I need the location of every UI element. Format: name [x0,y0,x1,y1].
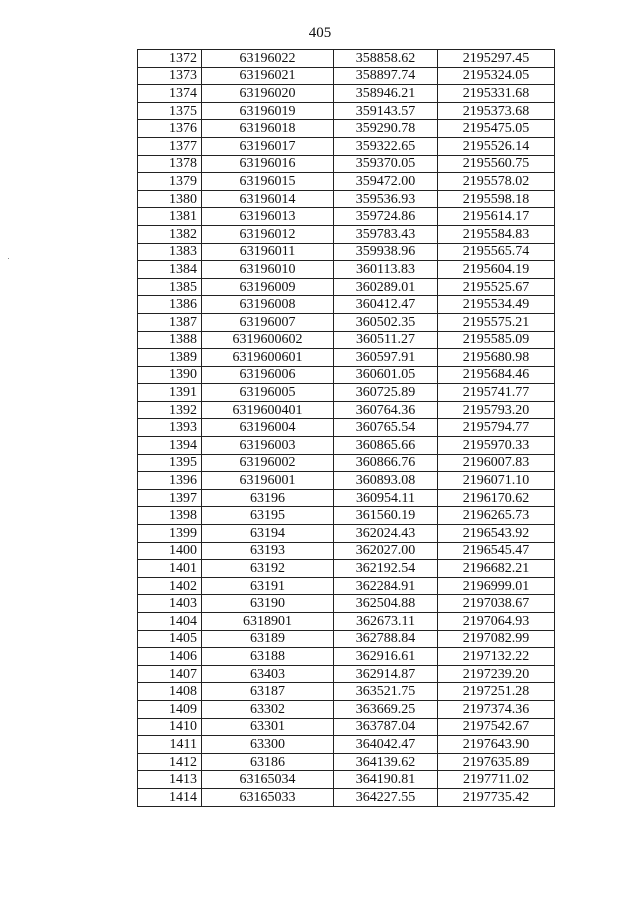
point-id-cell: 63189 [202,630,334,648]
y-coordinate-cell: 2195475.05 [438,120,555,138]
table-row [138,366,555,384]
point-id-cell: 63196009 [202,278,334,296]
y-coordinate-cell: 2195684.46 [438,366,555,384]
y-coordinate-cell: 2195584.83 [438,225,555,243]
row-number-cell: 1393 [138,419,202,437]
point-id-cell: 63196002 [202,454,334,472]
point-id-cell: 63300 [202,736,334,754]
y-coordinate-cell: 2196170.62 [438,489,555,507]
row-number-cell: 1378 [138,155,202,173]
x-coordinate-cell: 360725.89 [334,384,438,402]
y-coordinate-cell: 2195794.77 [438,419,555,437]
table-row [138,261,555,279]
row-number-cell: 1382 [138,225,202,243]
x-coordinate-cell: 360412.47 [334,296,438,314]
point-id-cell: 63196004 [202,419,334,437]
row-number-cell: 1390 [138,366,202,384]
y-coordinate-cell: 2196999.01 [438,577,555,595]
y-coordinate-cell: 2195331.68 [438,85,555,103]
table-row [138,155,555,173]
row-number-cell: 1405 [138,630,202,648]
x-coordinate-cell: 360502.35 [334,313,438,331]
table-row [138,120,555,138]
y-coordinate-cell: 2195970.33 [438,437,555,455]
table-row [138,560,555,578]
y-coordinate-cell: 2195585.09 [438,331,555,349]
table-row [138,577,555,595]
point-id-cell: 63403 [202,665,334,683]
margin-mark [8,258,9,259]
y-coordinate-cell: 2197374.36 [438,700,555,718]
coordinates-table-body [138,50,555,807]
y-coordinate-cell: 2195741.77 [438,384,555,402]
y-coordinate-cell: 2197542.67 [438,718,555,736]
point-id-cell: 63196017 [202,137,334,155]
row-number-cell: 1384 [138,261,202,279]
x-coordinate-cell: 360866.76 [334,454,438,472]
table-row [138,454,555,472]
table-row [138,630,555,648]
x-coordinate-cell: 360511.27 [334,331,438,349]
table-row [138,225,555,243]
coordinates-table [137,49,555,807]
table-row [138,102,555,120]
row-number-cell: 1386 [138,296,202,314]
y-coordinate-cell: 2197038.67 [438,595,555,613]
point-id-cell: 63196020 [202,85,334,103]
table-row [138,85,555,103]
x-coordinate-cell: 364042.47 [334,736,438,754]
x-coordinate-cell: 364190.81 [334,771,438,789]
point-id-cell: 63196019 [202,102,334,120]
page-number: 405 [308,25,332,41]
row-number-cell: 1409 [138,700,202,718]
point-id-cell: 63186 [202,753,334,771]
x-coordinate-cell: 360113.83 [334,261,438,279]
y-coordinate-cell: 2195373.68 [438,102,555,120]
table-row [138,437,555,455]
x-coordinate-cell: 363787.04 [334,718,438,736]
row-number-cell: 1380 [138,190,202,208]
row-number-cell: 1376 [138,120,202,138]
x-coordinate-cell: 359370.05 [334,155,438,173]
point-id-cell: 63190 [202,595,334,613]
x-coordinate-cell: 360289.01 [334,278,438,296]
point-id-cell: 63196008 [202,296,334,314]
row-number-cell: 1377 [138,137,202,155]
table-row [138,384,555,402]
point-id-cell: 63196014 [202,190,334,208]
x-coordinate-cell: 362914.87 [334,665,438,683]
x-coordinate-cell: 359322.65 [334,137,438,155]
table-row [138,665,555,683]
table-row [138,700,555,718]
row-number-cell: 1394 [138,437,202,455]
x-coordinate-cell: 362024.43 [334,525,438,543]
row-number-cell: 1372 [138,50,202,68]
point-id-cell: 6318901 [202,613,334,631]
table-row [138,190,555,208]
table-row [138,489,555,507]
table-row [138,472,555,490]
x-coordinate-cell: 359536.93 [334,190,438,208]
x-coordinate-cell: 363669.25 [334,700,438,718]
row-number-cell: 1383 [138,243,202,261]
x-coordinate-cell: 364227.55 [334,788,438,806]
point-id-cell: 63196021 [202,67,334,85]
point-id-cell: 63196018 [202,120,334,138]
y-coordinate-cell: 2195604.19 [438,261,555,279]
table-row [138,771,555,789]
table-row [138,349,555,367]
x-coordinate-cell: 361560.19 [334,507,438,525]
x-coordinate-cell: 360954.11 [334,489,438,507]
point-id-cell: 6319600601 [202,349,334,367]
table-row [138,736,555,754]
point-id-cell: 63196003 [202,437,334,455]
row-number-cell: 1408 [138,683,202,701]
table-row [138,173,555,191]
row-number-cell: 1374 [138,85,202,103]
row-number-cell: 1379 [138,173,202,191]
table-row [138,542,555,560]
row-number-cell: 1385 [138,278,202,296]
table-row [138,525,555,543]
table-row [138,331,555,349]
table-row [138,788,555,806]
table-row [138,278,555,296]
table-row [138,683,555,701]
row-number-cell: 1411 [138,736,202,754]
x-coordinate-cell: 363521.75 [334,683,438,701]
row-number-cell: 1381 [138,208,202,226]
x-coordinate-cell: 364139.62 [334,753,438,771]
point-id-cell: 63302 [202,700,334,718]
x-coordinate-cell: 359472.00 [334,173,438,191]
row-number-cell: 1412 [138,753,202,771]
point-id-cell: 63188 [202,648,334,666]
row-number-cell: 1396 [138,472,202,490]
row-number-cell: 1392 [138,401,202,419]
x-coordinate-cell: 362284.91 [334,577,438,595]
y-coordinate-cell: 2195565.74 [438,243,555,261]
x-coordinate-cell: 359143.57 [334,102,438,120]
y-coordinate-cell: 2195534.49 [438,296,555,314]
point-id-cell: 63196007 [202,313,334,331]
x-coordinate-cell: 362192.54 [334,560,438,578]
x-coordinate-cell: 360893.08 [334,472,438,490]
table-row [138,208,555,226]
x-coordinate-cell: 362916.61 [334,648,438,666]
y-coordinate-cell: 2197643.90 [438,736,555,754]
row-number-cell: 1373 [138,67,202,85]
x-coordinate-cell: 362027.00 [334,542,438,560]
row-number-cell: 1389 [138,349,202,367]
point-id-cell: 63301 [202,718,334,736]
point-id-cell: 63192 [202,560,334,578]
table-row [138,243,555,261]
table-row [138,753,555,771]
row-number-cell: 1375 [138,102,202,120]
y-coordinate-cell: 2196543.92 [438,525,555,543]
point-id-cell: 63196006 [202,366,334,384]
x-coordinate-cell: 358858.62 [334,50,438,68]
table-row [138,50,555,68]
y-coordinate-cell: 2195578.02 [438,173,555,191]
x-coordinate-cell: 359783.43 [334,225,438,243]
row-number-cell: 1391 [138,384,202,402]
y-coordinate-cell: 2197735.42 [438,788,555,806]
point-id-cell: 6319600401 [202,401,334,419]
point-id-cell: 63196 [202,489,334,507]
row-number-cell: 1406 [138,648,202,666]
table-row [138,613,555,631]
table-row [138,401,555,419]
point-id-cell: 63196005 [202,384,334,402]
point-id-cell: 63196010 [202,261,334,279]
x-coordinate-cell: 358897.74 [334,67,438,85]
row-number-cell: 1402 [138,577,202,595]
row-number-cell: 1404 [138,613,202,631]
point-id-cell: 63196012 [202,225,334,243]
x-coordinate-cell: 359938.96 [334,243,438,261]
table-row [138,648,555,666]
row-number-cell: 1388 [138,331,202,349]
row-number-cell: 1414 [138,788,202,806]
row-number-cell: 1395 [138,454,202,472]
row-number-cell: 1407 [138,665,202,683]
row-number-cell: 1399 [138,525,202,543]
table-row [138,313,555,331]
y-coordinate-cell: 2196071.10 [438,472,555,490]
point-id-cell: 63196022 [202,50,334,68]
x-coordinate-cell: 362788.84 [334,630,438,648]
table-row [138,718,555,736]
y-coordinate-cell: 2195575.21 [438,313,555,331]
row-number-cell: 1400 [138,542,202,560]
row-number-cell: 1403 [138,595,202,613]
row-number-cell: 1397 [138,489,202,507]
y-coordinate-cell: 2195598.18 [438,190,555,208]
y-coordinate-cell: 2195560.75 [438,155,555,173]
x-coordinate-cell: 360601.05 [334,366,438,384]
y-coordinate-cell: 2197251.28 [438,683,555,701]
x-coordinate-cell: 360764.36 [334,401,438,419]
y-coordinate-cell: 2196007.83 [438,454,555,472]
point-id-cell: 63165034 [202,771,334,789]
table-row [138,67,555,85]
point-id-cell: 63196015 [202,173,334,191]
y-coordinate-cell: 2195793.20 [438,401,555,419]
x-coordinate-cell: 359290.78 [334,120,438,138]
point-id-cell: 63165033 [202,788,334,806]
y-coordinate-cell: 2197239.20 [438,665,555,683]
y-coordinate-cell: 2195525.67 [438,278,555,296]
y-coordinate-cell: 2195614.17 [438,208,555,226]
y-coordinate-cell: 2195297.45 [438,50,555,68]
x-coordinate-cell: 362504.88 [334,595,438,613]
y-coordinate-cell: 2196265.73 [438,507,555,525]
point-id-cell: 63196011 [202,243,334,261]
x-coordinate-cell: 359724.86 [334,208,438,226]
point-id-cell: 63196013 [202,208,334,226]
row-number-cell: 1387 [138,313,202,331]
row-number-cell: 1398 [138,507,202,525]
table-row [138,507,555,525]
point-id-cell: 63194 [202,525,334,543]
y-coordinate-cell: 2197064.93 [438,613,555,631]
y-coordinate-cell: 2195526.14 [438,137,555,155]
y-coordinate-cell: 2197082.99 [438,630,555,648]
y-coordinate-cell: 2196682.21 [438,560,555,578]
point-id-cell: 63187 [202,683,334,701]
y-coordinate-cell: 2195324.05 [438,67,555,85]
y-coordinate-cell: 2197711.02 [438,771,555,789]
y-coordinate-cell: 2195680.98 [438,349,555,367]
table-row [138,595,555,613]
point-id-cell: 6319600602 [202,331,334,349]
y-coordinate-cell: 2197635.89 [438,753,555,771]
x-coordinate-cell: 360865.66 [334,437,438,455]
y-coordinate-cell: 2197132.22 [438,648,555,666]
point-id-cell: 63191 [202,577,334,595]
point-id-cell: 63196001 [202,472,334,490]
y-coordinate-cell: 2196545.47 [438,542,555,560]
table-row [138,296,555,314]
table-row [138,137,555,155]
row-number-cell: 1410 [138,718,202,736]
table-row [138,419,555,437]
row-number-cell: 1413 [138,771,202,789]
x-coordinate-cell: 360597.91 [334,349,438,367]
point-id-cell: 63196016 [202,155,334,173]
x-coordinate-cell: 362673.11 [334,613,438,631]
x-coordinate-cell: 358946.21 [334,85,438,103]
row-number-cell: 1401 [138,560,202,578]
x-coordinate-cell: 360765.54 [334,419,438,437]
point-id-cell: 63195 [202,507,334,525]
point-id-cell: 63193 [202,542,334,560]
